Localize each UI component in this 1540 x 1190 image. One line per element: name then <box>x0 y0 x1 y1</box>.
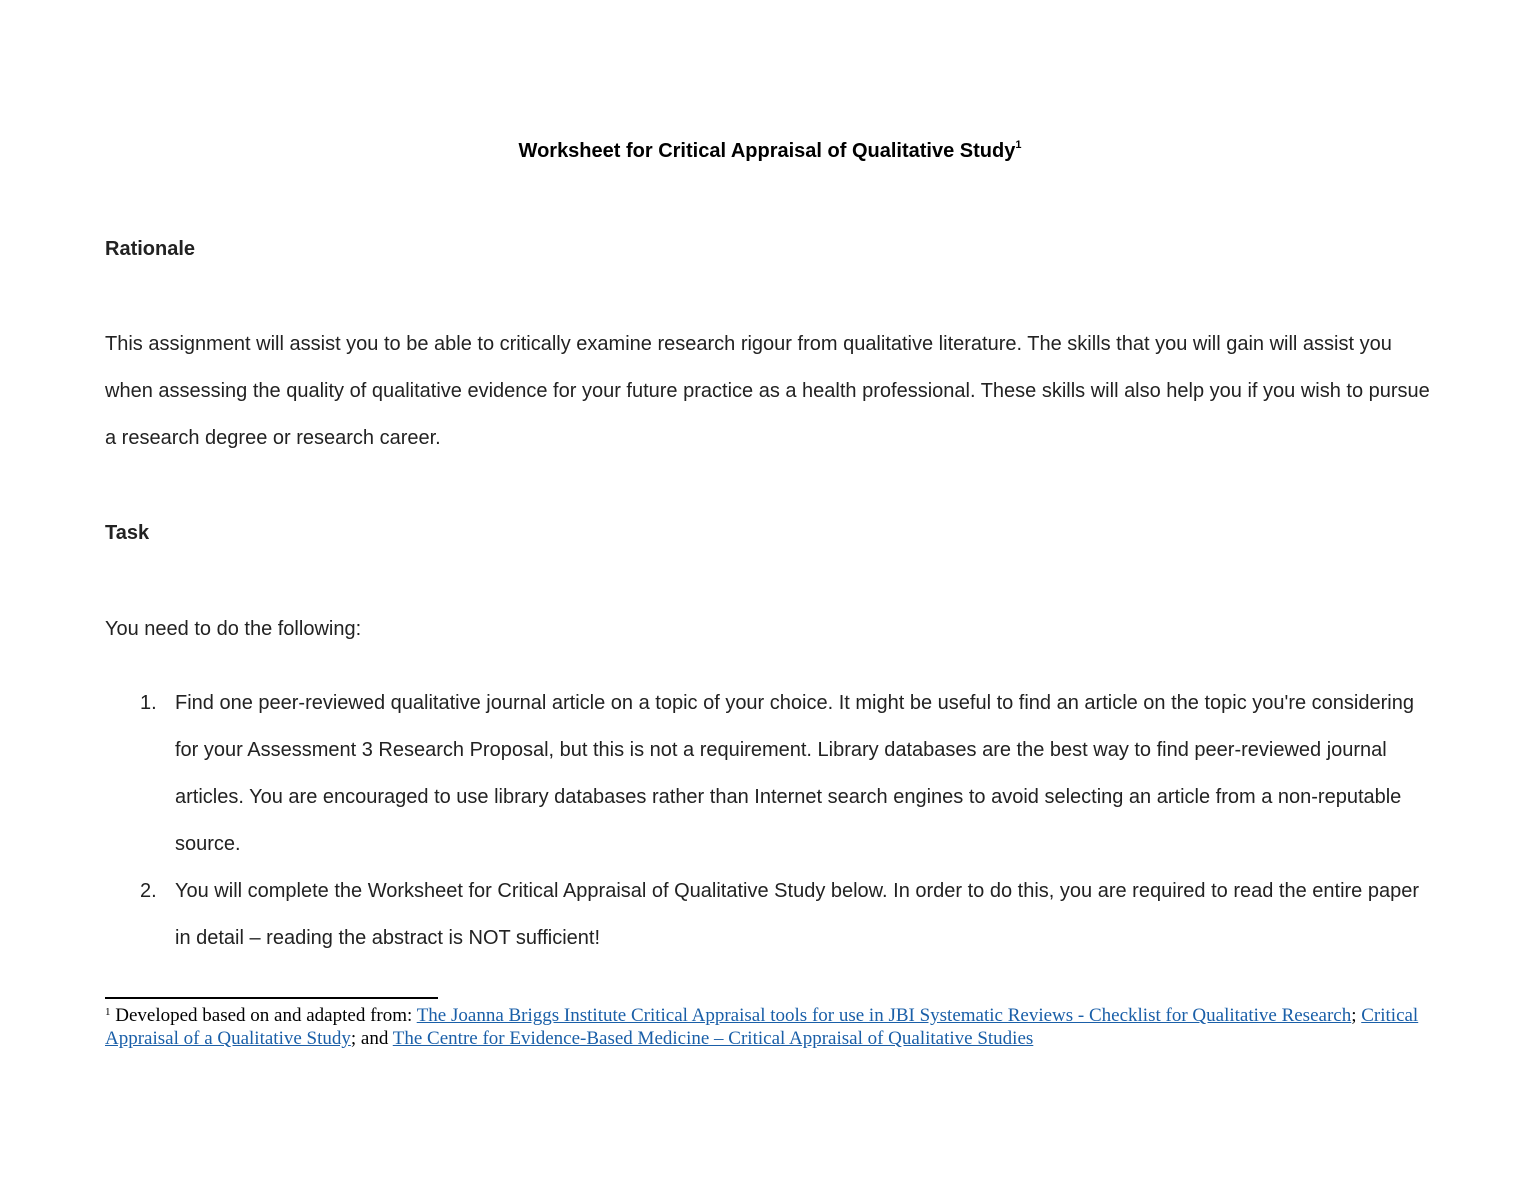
list-item-text: Find one peer-reviewed qualitative journal article on a topic of your choice. It might be useful to find an article on the topic you're considering for your Assessment 3 Research Proposal, but this is not a requirement. Library databases are the best way to find peer-reviewed journal articles. You are encouraged to use library databases rather than Internet search engines to avoid selecting an article from a non-reputable source. <box>175 692 1414 855</box>
cebm-link[interactable]: The Centre for Evidence-Based Medicine – Critical Appraisal of Qualitative Studies <box>392 1028 1034 1049</box>
list-item-number: 2. <box>140 880 157 902</box>
jbi-checklist-link[interactable]: The Joanna Briggs Institute Critical Appraisal tools for use in JBI Systematic Reviews - Checklist for Qualitative Research <box>416 1005 1352 1026</box>
footnote-separator <box>105 997 438 999</box>
title-text: Worksheet for Critical Appraisal of Qualitative Study <box>518 140 1016 162</box>
footnote-prefix: Developed based on and adapted from: <box>110 1005 417 1026</box>
list-item <box>105 680 1435 868</box>
critical-appraisal-link[interactable]: Critical Appraisal of a Qualitative Study <box>105 1005 1419 1049</box>
title-footnote-marker[interactable]: 1 <box>1015 139 1022 151</box>
footnote-separator-text: ; and <box>350 1028 393 1049</box>
rationale-paragraph: This assignment will assist you to be able to critically examine research rigour from qualitative literature. The skills that you will gain will assist you when assessing the quality of qualitative evidence for your future practice as a health professional. These skills will also help you if you wish to pursue a research degree or research career. <box>105 333 1430 449</box>
task-list <box>105 680 1435 962</box>
list-item-text: You will complete the Worksheet for Critical Appraisal of Qualitative Study below. In order to do this, you are required to read the entire paper in detail – reading the abstract is NOT sufficient! <box>175 880 1420 949</box>
task-heading: Task <box>105 522 150 544</box>
page-title <box>0 140 1540 163</box>
list-item-number: 1. <box>140 692 157 714</box>
rationale-heading: Rationale <box>105 238 196 260</box>
footnote-separator-text: ; <box>1351 1005 1362 1026</box>
footnote <box>105 1004 1435 1050</box>
list-item <box>105 868 1435 962</box>
task-intro: You need to do the following: <box>105 618 362 640</box>
footnote-marker: 1 <box>105 1006 111 1018</box>
